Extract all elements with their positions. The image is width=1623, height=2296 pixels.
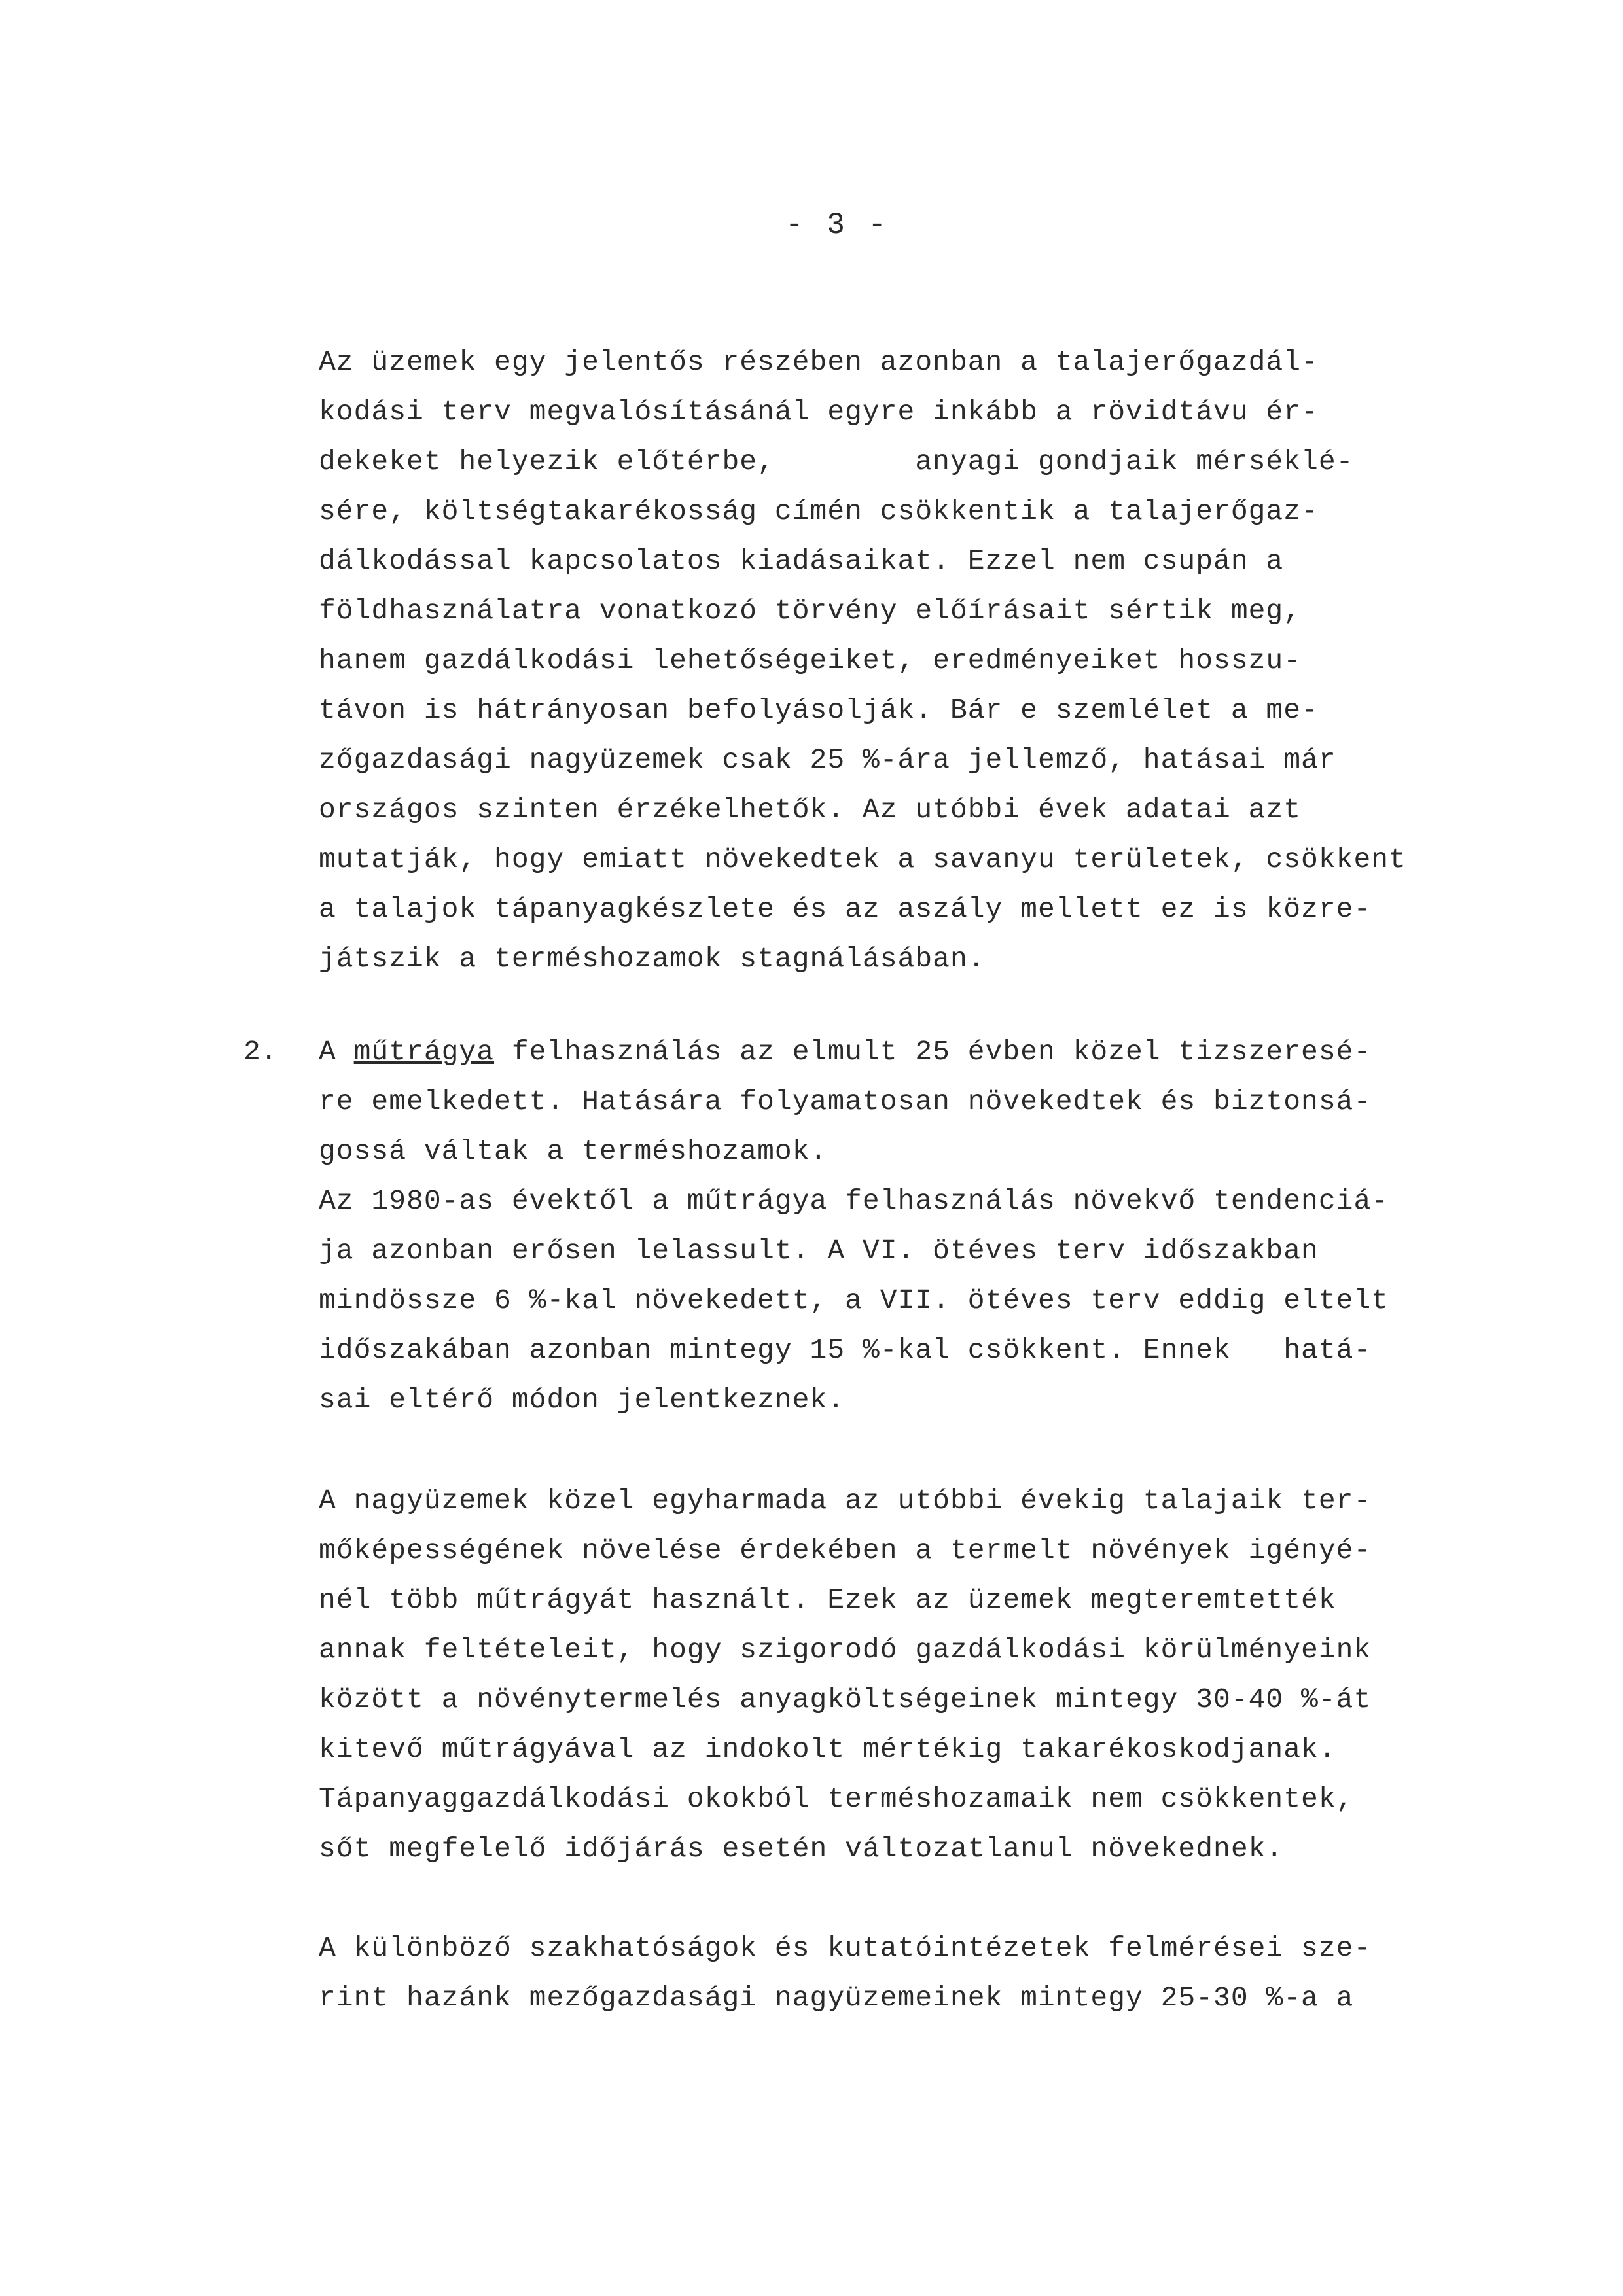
- text-line: ja azonban erősen lelassult. A VI. ötéves terv időszakban: [319, 1235, 1319, 1267]
- text-line: kodási terv megvalósításánál egyre inkább a rövidtávu ér-: [319, 396, 1319, 428]
- underlined-term: műtrágya: [353, 1036, 495, 1068]
- text-line: dálkodással kapcsolatos kiadásaikat. Ezzel nem csupán a: [319, 545, 1284, 577]
- page-number: - 3 -: [785, 208, 889, 242]
- section-number: 2.: [243, 1036, 277, 1068]
- text-line: mutatják, hogy emiatt növekedtek a savanyu területek, csökkent: [319, 843, 1406, 875]
- text-segment: felhasználás az elmult 25 évben közel tizszeresé-: [494, 1036, 1372, 1068]
- text-line: országos szinten érzékelhetők. Az utóbbi évek adatai azt: [319, 794, 1302, 826]
- text-line: annak feltételeit, hogy szigorodó gazdálkodási körülményeink: [319, 1634, 1372, 1666]
- text-line: Az üzemek egy jelentős részében azonban a talajerőgazdál-: [319, 346, 1319, 378]
- text-line: mőképességének növelése érdekében a termelt növények igényé-: [319, 1534, 1372, 1566]
- text-line: nél több műtrágyát használt. Ezek az üzemek megteremtették: [319, 1584, 1336, 1616]
- text-line: [319, 1027, 1371, 1077]
- text-line: távon is hátrányosan befolyásolják. Bár e szemlélet a me-: [319, 694, 1319, 726]
- text-line: rint hazánk mezőgazdasági nagyüzemeinek mintegy 25-30 %-a a: [319, 1982, 1354, 2014]
- text-segment: A: [319, 1036, 354, 1068]
- text-line: zőgazdasági nagyüzemek csak 25 %-ára jellemző, hatásai már: [319, 744, 1336, 776]
- text-line: re emelkedett. Hatására folyamatosan növekedtek és biztonsá-: [319, 1086, 1372, 1118]
- text-line: hanem gazdálkodási lehetőségeiket, eredményeiket hosszu-: [319, 645, 1302, 677]
- text-line: földhasználatra vonatkozó törvény előírásait sértik meg,: [319, 595, 1302, 627]
- text-line: dekeket helyezik előtérbe, anyagi gondjaik mérséklé-: [319, 446, 1354, 478]
- text-line: kitevő műtrágyával az indokolt mértékig takarékoskodjanak.: [319, 1733, 1336, 1765]
- text-line: időszakában azonban mintegy 15 %-kal csökkent. Ennek hatá-: [319, 1334, 1372, 1366]
- text-line: Tápanyaggazdálkodási okokból terméshozamaik nem csökkentek,: [319, 1783, 1354, 1815]
- text-line: sére, költségtakarékosság címén csökkentik a talajerőgaz-: [319, 495, 1319, 527]
- text-line: között a növénytermelés anyagköltségeinek mintegy 30-40 %-át: [319, 1684, 1372, 1716]
- text-line: sai eltérő módon jelentkeznek.: [319, 1384, 846, 1416]
- text-line: Az 1980-as évektől a műtrágya felhasználás növekvő tendenciá-: [319, 1185, 1389, 1217]
- text-line: játszik a terméshozamok stagnálásában.: [319, 943, 986, 975]
- text-line: mindössze 6 %-kal növekedett, a VII. ötéves terv eddig eltelt: [319, 1284, 1389, 1316]
- text-line: gossá váltak a terméshozamok.: [319, 1135, 828, 1167]
- text-line: a talajok tápanyagkészlete és az aszály mellett ez is közre-: [319, 893, 1372, 925]
- text-line: A nagyüzemek közel egyharmada az utóbbi évekig talajaik ter-: [319, 1485, 1372, 1517]
- text-line: sőt megfelelő időjárás esetén változatlanul növekednek.: [319, 1833, 1284, 1865]
- text-line: A különböző szakhatóságok és kutatóintézetek felmérései sze-: [319, 1932, 1372, 1964]
